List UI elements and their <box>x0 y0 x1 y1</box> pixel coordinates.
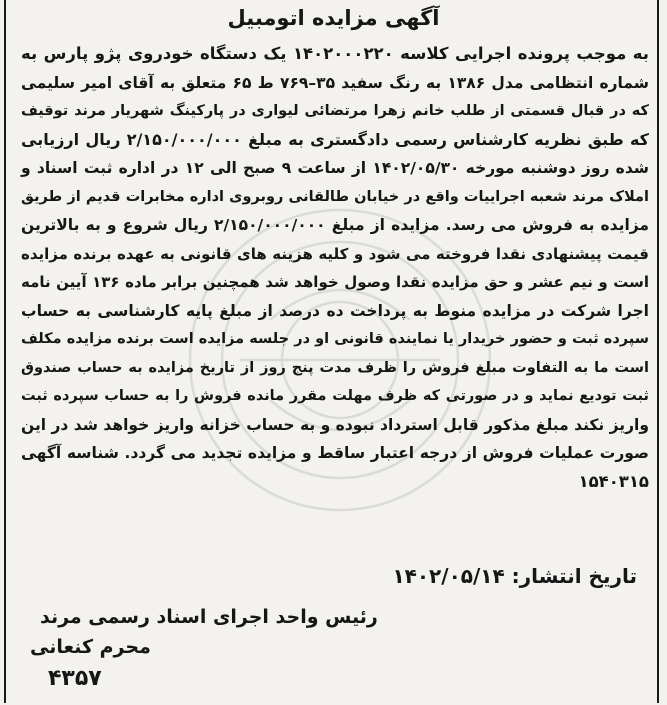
notice-line: املاک مرند شعبه اجراییات واقع در خیابان طالقانی روبروی اداره مخابرات قدیم از طریق <box>21 188 649 205</box>
notice-line: قیمت پیشنهادی نقدا فروخته می شود و کلیه هزینه های قانونی به عهده برنده مزایده <box>21 244 649 263</box>
notice-line: که در قبال قسمتی از طلب خانم زهرا مرتضائی لیواری در پارکینگ شهریار مرند توقیف <box>21 103 649 119</box>
notice-title: آگهی مزایده اتومبیل <box>227 6 440 30</box>
publication-date: تاریخ انتشار: ۱۴۰۲/۰۵/۱۴ <box>392 564 637 588</box>
signer-name: محرم کنعانی <box>30 636 151 658</box>
notice-line: به موجب پرونده اجرایی کلاسه ۱۴۰۲۰۰۰۲۲۰ یک دستگاه خودروی پژو پارس به <box>21 44 649 63</box>
notice-line: مزایده به فروش می رسد. مزایده از مبلغ ۲/۱۵۰/۰۰۰/۰۰۰ ریال شروع و به بالاترین <box>21 216 649 234</box>
notice-line: اجرا شرکت در مزایده منوط به پرداخت ده درصد از مبلغ پایه کارشناسی به حساب <box>21 301 649 320</box>
notice-line: شده روز دوشنبه مورخه ۱۴۰۲/۰۵/۳۰ از ساعت ۹ صبح الی ۱۲ در اداره ثبت اسناد و <box>21 159 650 177</box>
notice-line: که طبق نظریه کارشناس رسمی دادگستری به مبلغ ۲/۱۵۰/۰۰۰/۰۰۰ ریال ارزیابی <box>21 129 649 149</box>
notice-line: است ما به التفاوت مبلغ فروش را ظرف مدت پنج روز از تاریخ مزایده به حساب صندوق <box>21 359 649 376</box>
notice-line: شماره انتظامی مدل ۱۳۸۶ به رنگ سفید ۳۵–۷۶۹ ط ۶۵ متعلق به آقای امیر سلیمی <box>21 73 650 92</box>
notice-line: است و نیم عشر و حق مزایده نقدا وصول خواهد شد همچنین برابر ماده ۱۳۶ آیین نامه <box>21 273 649 291</box>
notice-body <box>21 40 649 496</box>
notice-line: سپرده ثبت و حضور خریدار یا نماینده قانونی او در جلسه مزایده است برنده مزایده مکلف <box>21 331 649 347</box>
notice-id-number: ۱۵۴۰۳۱۵ <box>578 471 649 491</box>
notice-code: ۴۳۵۷ <box>48 666 102 691</box>
notice-line: واریز نکند مبلغ مذکور قابل استرداد نبوده و به حساب خزانه واریز خواهد شد در این <box>21 415 649 434</box>
issuing-authority: رئیس واحد اجرای اسناد رسمی مرند <box>40 606 378 628</box>
notice-line: صورت عملیات فروش از درجه اعتبار ساقط و مزایده تجدید می گردد. شناسه آگهی <box>21 444 649 462</box>
notice-line: ثبت تودیع نماید و در صورتی که ظرف مهلت مقرر مانده فروش را به حساب سپرده ثبت <box>21 388 649 404</box>
